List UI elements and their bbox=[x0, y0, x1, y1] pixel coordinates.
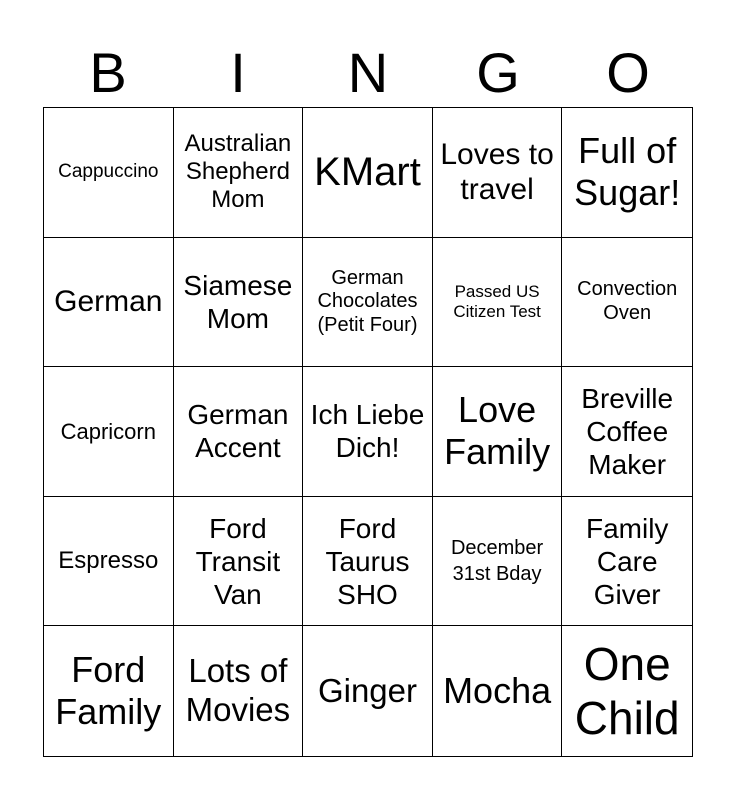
header-letter-i: I bbox=[230, 41, 246, 104]
bingo-header bbox=[43, 38, 693, 108]
bingo-cell-r4-c4[interactable]: December 31st Bday bbox=[433, 497, 563, 627]
bingo-cell-r1-c3[interactable]: KMart bbox=[303, 108, 433, 238]
bingo-cell-r2-c1[interactable]: German bbox=[44, 238, 174, 368]
bingo-cell-r3-c4[interactable]: Love Family bbox=[433, 367, 563, 497]
bingo-cell-r1-c2[interactable]: Australian Shepherd Mom bbox=[174, 108, 304, 238]
bingo-cell-r2-c4[interactable]: Passed US Citizen Test bbox=[433, 238, 563, 368]
header-letter-g: G bbox=[476, 41, 520, 104]
bingo-cell-r5-c5[interactable]: One Child bbox=[574, 637, 680, 745]
bingo-cell-r3-c2[interactable]: German Accent bbox=[174, 367, 304, 497]
bingo-cell-r3-c3[interactable]: Ich Liebe Dich! bbox=[303, 367, 433, 497]
header-letter-o: O bbox=[606, 41, 650, 104]
bingo-cell-r2-c2[interactable]: Siamese Mom bbox=[174, 238, 304, 368]
bingo-cell-r3-c5[interactable]: Breville Coffee Maker bbox=[562, 367, 692, 497]
bingo-cell-r2-c3[interactable]: German Chocolates (Petit Four) bbox=[303, 238, 433, 368]
bingo-cell-r1-c1[interactable]: Cappuccino bbox=[44, 108, 174, 238]
bingo-cell-r1-c4[interactable]: Loves to travel bbox=[433, 108, 563, 238]
bingo-cell-r4-c3[interactable]: Ford Taurus SHO bbox=[303, 497, 433, 627]
bingo-cell-r5-c1[interactable]: Ford Family bbox=[44, 626, 174, 756]
bingo-cell-r4-c2[interactable]: Ford Transit Van bbox=[174, 497, 304, 627]
bingo-cell-r5-c4[interactable]: Mocha bbox=[433, 626, 563, 756]
bingo-cell-r4-c5[interactable]: Family Care Giver bbox=[562, 497, 692, 627]
bingo-grid bbox=[43, 107, 693, 757]
header-letter-n: N bbox=[347, 41, 389, 104]
header-letter-b: B bbox=[89, 41, 127, 104]
bingo-cell-r2-c5[interactable]: Convection Oven bbox=[562, 238, 692, 368]
bingo-cell-r5-c3[interactable]: Ginger bbox=[303, 626, 433, 756]
bingo-cell-r3-c1[interactable]: Capricorn bbox=[44, 367, 174, 497]
bingo-cell-r5-c2[interactable]: Lots of Movies bbox=[174, 626, 304, 756]
bingo-cell-r4-c1[interactable]: Espresso bbox=[44, 497, 174, 627]
bingo-cell-r1-c5[interactable]: Full of Sugar! bbox=[562, 108, 692, 238]
